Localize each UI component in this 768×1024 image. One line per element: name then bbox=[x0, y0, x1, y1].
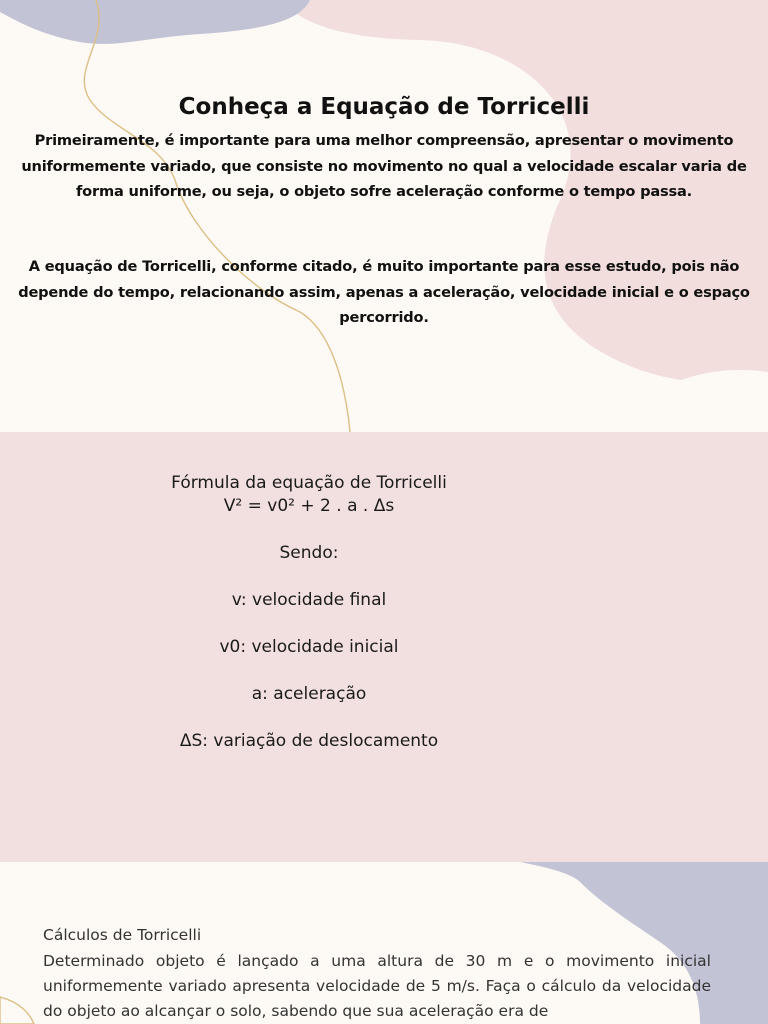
intro-paragraph-1: Primeiramente, é importante para uma melhor compreensão, apresentar o movimento uniformemente variado, que consiste no movimento no qual a velocidade escalar varia de forma uniforme, ou seja, o objeto sofre aceleração conforme o tempo passa. bbox=[21, 132, 747, 200]
spacer bbox=[104, 659, 514, 683]
calculations-problem: Determinado objeto é lançado a uma altura de 30 m e o movimento inicial uniformemente variado apresenta velocidade de 5 m/s. Faça o cálculo da velocidade do objeto ao alcançar o solo, sabendo que sua aceleração era de bbox=[43, 952, 711, 1020]
page-title: Conheça a Equação de Torricelli bbox=[178, 94, 590, 120]
formula-section bbox=[0, 432, 768, 862]
intro-section bbox=[0, 0, 768, 432]
intro-paragraph-2: A equação de Torricelli, conforme citado, é muito importante para esse estudo, pois não depende do tempo, relacionando assim, apenas a aceleração, velocidade inicial e o espaço percorrido. bbox=[18, 258, 750, 326]
formula-block bbox=[104, 472, 514, 753]
definition-item: a: aceleração bbox=[251, 684, 367, 704]
spacer bbox=[104, 565, 514, 589]
decorative-background-shapes bbox=[0, 0, 768, 432]
spacer bbox=[104, 612, 514, 636]
spacer bbox=[104, 706, 514, 730]
spacer bbox=[104, 518, 514, 542]
sendo-label: Sendo: bbox=[279, 543, 339, 563]
formula-expression: V² = v0² + 2 . a . Δs bbox=[223, 496, 395, 516]
definition-item: v0: velocidade inicial bbox=[219, 637, 399, 657]
formula-title: Fórmula da equação de Torricelli bbox=[171, 473, 447, 493]
definition-item: v: velocidade final bbox=[231, 590, 387, 610]
cream-blob bbox=[0, 0, 768, 432]
definition-item: ΔS: variação de deslocamento bbox=[179, 731, 439, 751]
gold-line-decoration bbox=[0, 997, 34, 1024]
calculations-title: Cálculos de Torricelli bbox=[43, 926, 202, 944]
calculations-section bbox=[0, 862, 768, 1024]
